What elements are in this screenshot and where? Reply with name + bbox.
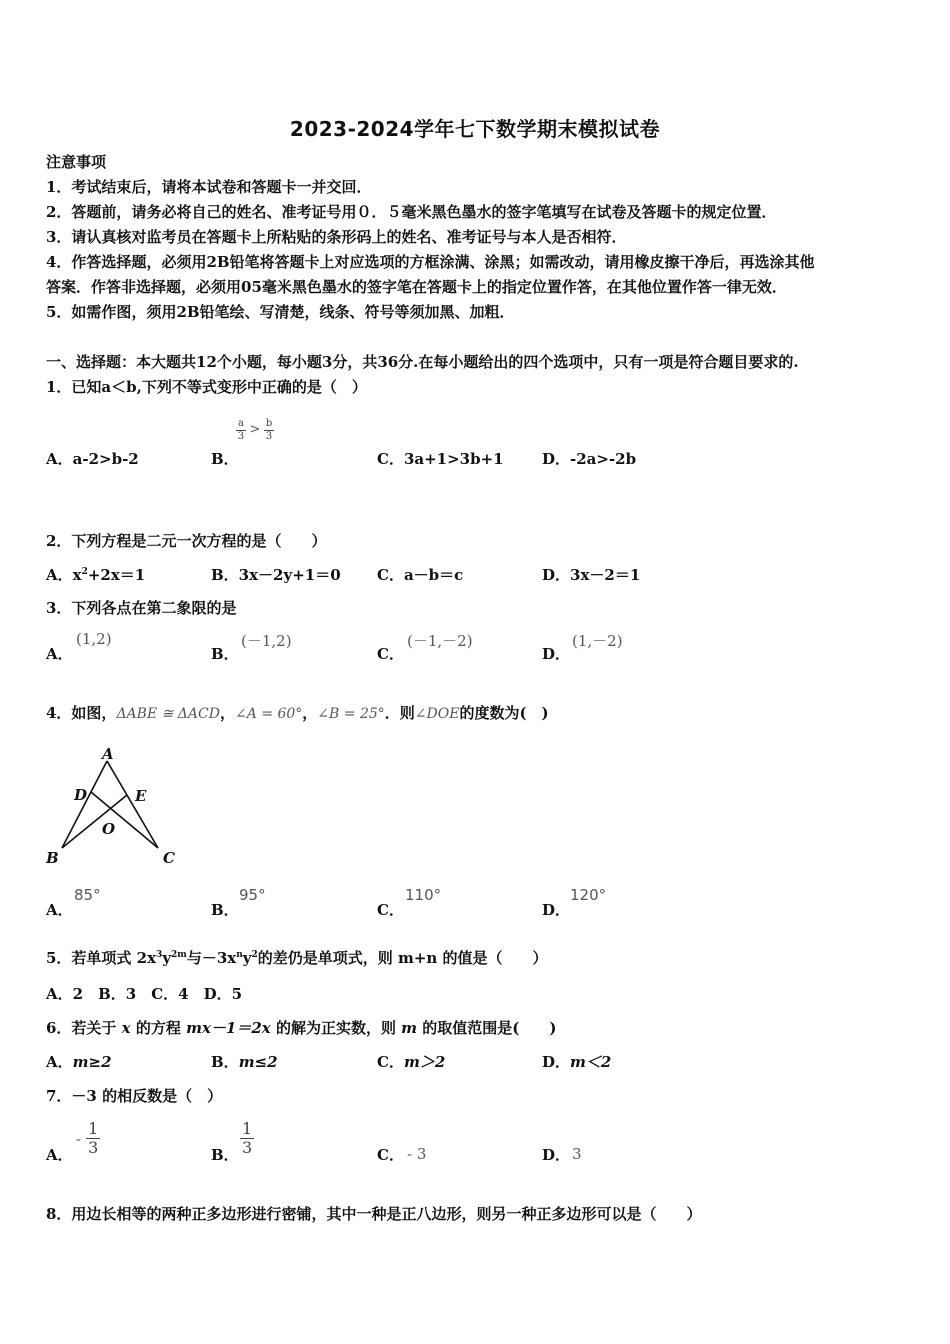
q7-option-d-value: 3 <box>572 1145 582 1163</box>
q2-stem: 2．下列方程是二元一次方程的是（ ） <box>46 532 327 550</box>
q5-stem: 5．若单项式 $2x^3y^{2m}$与$-3x^ny^2$的差仍是单项式，则 m+n 的值是（ ） <box>46 949 548 967</box>
q3-option-c-value: (－1,－2) <box>407 632 473 650</box>
q6-option-b: B．m≤2 <box>211 1053 278 1071</box>
q6-stem: 6．若关于 x 的方程 mx－1＝2x 的解为正实数，则 m 的取值范围是( ) <box>46 1019 557 1037</box>
q3-option-b-value: (－1,2) <box>241 632 292 650</box>
label-C: C <box>163 849 175 867</box>
notice-item: 4．作答选择题，必须用2B铅笔将答题卡上对应选项的方框涂满、涂黑；如需改动，请用橡皮擦干净后，再选涂其他 <box>46 253 815 271</box>
q1-option-b-label: B． <box>211 450 239 468</box>
q6-option-c: C．m＞2 <box>377 1053 446 1071</box>
line-BE <box>62 795 127 848</box>
q7-option-b-label: B． <box>211 1146 239 1164</box>
q3-option-d-value: (1,－2) <box>572 632 623 650</box>
q4-option-c-label: C． <box>377 901 404 919</box>
label-D: D <box>74 786 88 804</box>
q4-option-a-value: 85° <box>74 886 101 904</box>
q6-option-a: A．m≥2 <box>46 1053 112 1071</box>
q3-option-b-label: B． <box>211 645 239 663</box>
line-AB <box>62 761 107 848</box>
q7-option-b-value: $\frac{1}{3}$ <box>242 1119 253 1158</box>
notice-heading: 注意事项 <box>46 153 107 171</box>
triangle-figure <box>40 745 190 870</box>
notice-item: 1．考试结束后，请将本试卷和答题卡一并交回． <box>46 178 372 196</box>
notice-item: 2．答题前，请务必将自己的姓名、准考证号用０．５毫米黑色墨水的签字笔填写在试卷及答题卡的规定位置． <box>46 203 777 221</box>
notice-item: 3．请认真核对监考员在答题卡上所粘贴的条形码上的姓名、准考证号与本人是否相符． <box>46 228 627 246</box>
q4-option-d-value: 120° <box>570 886 607 904</box>
label-A: A <box>102 745 114 763</box>
q1-option-c: C．3a+1>3b+1 <box>377 450 504 468</box>
q4-option-a-label: A． <box>46 901 73 919</box>
q2-option-a: A．$x^2+2x=1$ <box>46 566 146 584</box>
q3-option-c-label: C． <box>377 645 404 663</box>
q7-option-d-label: D． <box>542 1146 571 1164</box>
q8-stem: 8．用边长相等的两种正多边形进行密铺，其中一种是正八边形，则另一种正多边形可以是（ ） <box>46 1205 702 1223</box>
notice-item: 5．如需作图，须用2B铅笔绘、写清楚，线条、符号等须加黑、加粗． <box>46 303 515 321</box>
q7-option-a-label: A． <box>46 1146 73 1164</box>
q1-option-a: A．a-2>b-2 <box>46 450 139 468</box>
q2-option-b: B．3x－2y+1＝0 <box>211 566 341 584</box>
page-title: 2023-2024学年七下数学期末模拟试卷 <box>289 117 661 141</box>
label-E: E <box>135 787 147 805</box>
q1-option-d: D．-2a>-2b <box>542 450 637 468</box>
q4-option-b-label: B． <box>211 901 239 919</box>
q1-stem: 1．已知a＜b,下列不等式变形中正确的是（ ） <box>46 378 367 396</box>
notice-item: 答案．作答非选择题，必须用05毫米黑色墨水的签字笔在答题卡上的指定位置作答，在其他位置作答一律无效． <box>46 278 787 296</box>
label-O: O <box>102 820 116 838</box>
q2-option-d: D．3x－2＝1 <box>542 566 641 584</box>
q7-option-c-value: - 3 <box>407 1145 427 1163</box>
q4-option-d-label: D． <box>542 901 571 919</box>
q7-option-a-value: - $\frac{1}{3}$ <box>76 1119 99 1158</box>
q6-option-d: D．m＜2 <box>542 1053 612 1071</box>
q4-stem: 4．如图，ΔABE ≅ ΔACD，∠A = 60°，∠B = 25°．则∠DOE的度数为( ) <box>46 704 549 722</box>
q1-option-b-expr: $\frac{a}{3}$ > $\frac{b}{3}$ <box>237 418 273 442</box>
q7-option-c-label: C． <box>377 1146 404 1164</box>
q3-option-a-label: A． <box>46 645 73 663</box>
q4-option-c-value: 110° <box>405 886 442 904</box>
q4-option-b-value: 95° <box>239 886 266 904</box>
q3-stem: 3．下列各点在第二象限的是 <box>46 599 237 617</box>
q2-option-c: C．a－b＝c <box>377 566 464 584</box>
label-B: B <box>46 849 59 867</box>
q7-stem: 7．－3 的相反数是（ ） <box>46 1087 223 1105</box>
q5-options: A．2 B．3 C．4 D．5 <box>46 985 243 1003</box>
section-heading: 一、选择题：本大题共12个小题，每小题3分，共36分.在每小题给出的四个选项中，只有一项是符合题目要求的. <box>46 353 799 371</box>
q3-option-a-value: (1,2) <box>76 630 112 648</box>
q3-option-d-label: D． <box>542 645 571 663</box>
